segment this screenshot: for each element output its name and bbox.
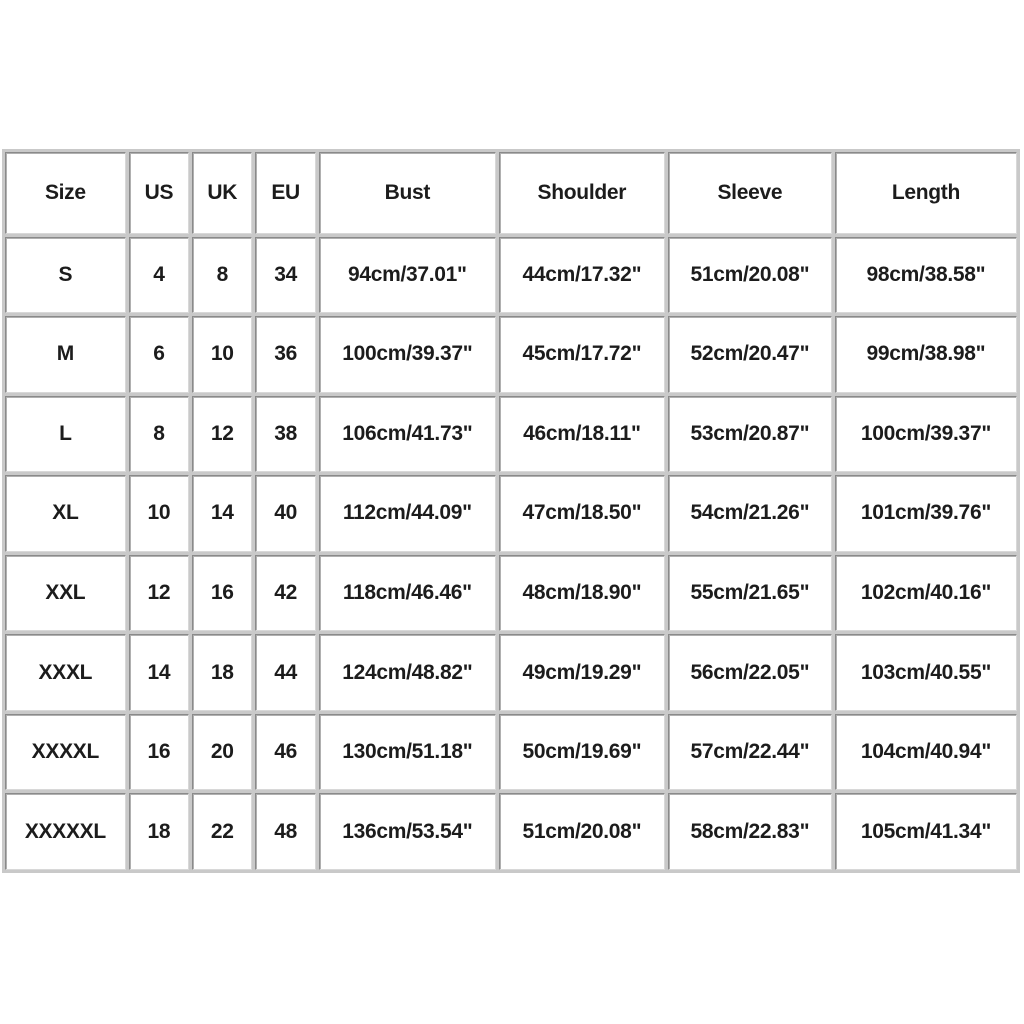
cell-sleeve: 52cm/20.47" — [668, 316, 832, 393]
cell-uk: 12 — [192, 396, 252, 473]
cell-shoulder: 49cm/19.29" — [499, 634, 665, 711]
table-row — [5, 714, 1017, 791]
cell-shoulder: 47cm/18.50" — [499, 475, 665, 552]
cell-uk: 10 — [192, 316, 252, 393]
cell-shoulder: 44cm/17.32" — [499, 237, 665, 314]
table-row — [5, 475, 1017, 552]
cell-sleeve: 56cm/22.05" — [668, 634, 832, 711]
cell-shoulder: 51cm/20.08" — [499, 793, 665, 870]
cell-sleeve: 58cm/22.83" — [668, 793, 832, 870]
cell-bust: 130cm/51.18" — [319, 714, 496, 791]
cell-uk: 8 — [192, 237, 252, 314]
cell-us: 4 — [129, 237, 189, 314]
cell-length: 98cm/38.58" — [835, 237, 1017, 314]
size-chart-table — [2, 149, 1020, 873]
cell-us: 6 — [129, 316, 189, 393]
header-row — [5, 152, 1017, 234]
cell-eu: 34 — [255, 237, 315, 314]
cell-length: 103cm/40.55" — [835, 634, 1017, 711]
cell-size: XL — [5, 475, 126, 552]
cell-shoulder: 48cm/18.90" — [499, 555, 665, 632]
header-sleeve: Sleeve — [668, 152, 832, 234]
cell-shoulder: 50cm/19.69" — [499, 714, 665, 791]
cell-sleeve: 53cm/20.87" — [668, 396, 832, 473]
cell-size: XXXXL — [5, 714, 126, 791]
cell-sleeve: 57cm/22.44" — [668, 714, 832, 791]
cell-eu: 48 — [255, 793, 315, 870]
cell-length: 101cm/39.76" — [835, 475, 1017, 552]
header-eu: EU — [255, 152, 315, 234]
cell-eu: 38 — [255, 396, 315, 473]
cell-bust: 118cm/46.46" — [319, 555, 496, 632]
cell-size: XXXXXL — [5, 793, 126, 870]
cell-size: L — [5, 396, 126, 473]
cell-length: 99cm/38.98" — [835, 316, 1017, 393]
cell-sleeve: 54cm/21.26" — [668, 475, 832, 552]
cell-uk: 14 — [192, 475, 252, 552]
cell-uk: 20 — [192, 714, 252, 791]
cell-length: 104cm/40.94" — [835, 714, 1017, 791]
cell-uk: 18 — [192, 634, 252, 711]
cell-sleeve: 55cm/21.65" — [668, 555, 832, 632]
table-row — [5, 316, 1017, 393]
cell-bust: 100cm/39.37" — [319, 316, 496, 393]
cell-length: 102cm/40.16" — [835, 555, 1017, 632]
cell-us: 12 — [129, 555, 189, 632]
cell-size: S — [5, 237, 126, 314]
cell-us: 8 — [129, 396, 189, 473]
header-bust: Bust — [319, 152, 496, 234]
cell-shoulder: 45cm/17.72" — [499, 316, 665, 393]
cell-length: 105cm/41.34" — [835, 793, 1017, 870]
cell-bust: 136cm/53.54" — [319, 793, 496, 870]
cell-length: 100cm/39.37" — [835, 396, 1017, 473]
table-row — [5, 237, 1017, 314]
cell-size: M — [5, 316, 126, 393]
cell-bust: 106cm/41.73" — [319, 396, 496, 473]
header-us: US — [129, 152, 189, 234]
cell-size: XXL — [5, 555, 126, 632]
header-shoulder: Shoulder — [499, 152, 665, 234]
cell-shoulder: 46cm/18.11" — [499, 396, 665, 473]
cell-us: 18 — [129, 793, 189, 870]
header-uk: UK — [192, 152, 252, 234]
cell-uk: 22 — [192, 793, 252, 870]
cell-us: 14 — [129, 634, 189, 711]
cell-us: 16 — [129, 714, 189, 791]
cell-sleeve: 51cm/20.08" — [668, 237, 832, 314]
table-row — [5, 555, 1017, 632]
cell-bust: 94cm/37.01" — [319, 237, 496, 314]
cell-eu: 40 — [255, 475, 315, 552]
header-length: Length — [835, 152, 1017, 234]
table-row — [5, 793, 1017, 870]
cell-eu: 46 — [255, 714, 315, 791]
cell-uk: 16 — [192, 555, 252, 632]
table-row — [5, 396, 1017, 473]
cell-bust: 112cm/44.09" — [319, 475, 496, 552]
cell-eu: 36 — [255, 316, 315, 393]
table-row — [5, 634, 1017, 711]
cell-bust: 124cm/48.82" — [319, 634, 496, 711]
size-chart-body — [5, 152, 1017, 870]
cell-eu: 44 — [255, 634, 315, 711]
cell-size: XXXL — [5, 634, 126, 711]
header-size: Size — [5, 152, 126, 234]
cell-us: 10 — [129, 475, 189, 552]
cell-eu: 42 — [255, 555, 315, 632]
